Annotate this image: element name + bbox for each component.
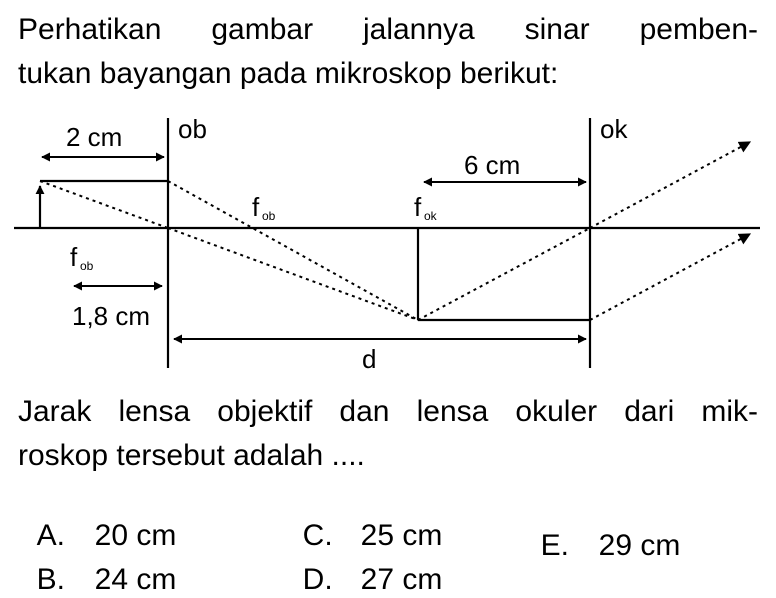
label-ok: ok [600,114,628,144]
label-2cm: 2 cm [66,122,123,152]
svg-text:f: f [414,192,422,222]
ray-ocular-out-upper [590,142,750,228]
ray-object-to-center [40,181,168,228]
option-e[interactable] [524,492,680,564]
svg-text:ob: ob [80,259,94,273]
option-d-value: 27 cm [360,563,443,596]
option-b-letter: B. [36,563,66,596]
question-line-3: Jarak lensa objektif dan lensa okuler dari mik- [18,395,758,428]
label-1-8cm: 1,8 cm [72,301,151,331]
label-f-ob-left [70,242,94,273]
option-d-letter: D. [302,563,333,596]
svg-text:ob: ob [262,209,276,223]
label-d: d [362,344,377,374]
option-b[interactable] [20,526,176,598]
dotted-rays [40,142,750,320]
option-b-value: 24 cm [94,563,177,596]
option-d[interactable] [286,526,442,598]
option-a-value: 20 cm [94,519,177,552]
option-a-letter: A. [36,519,66,552]
option-c-value: 25 cm [360,519,443,552]
ray-ocular-out-lower [590,234,750,320]
option-c-letter: C. [302,519,333,552]
ray-image-to-ocular-center [418,228,590,320]
svg-text:f: f [70,242,78,272]
ray-parallel-refracted [168,181,418,320]
svg-text:ok: ok [424,209,437,223]
question-line-4: roskop tersebut adalah .... [18,439,365,472]
label-6cm: 6 cm [464,150,521,180]
option-e-letter: E. [540,529,570,562]
label-ob: ob [178,114,207,144]
question-line-1: Perhatikan gambar jalannya sinar pemben- [18,13,758,46]
label-f-ob-right [252,192,276,223]
ray-central [168,228,418,320]
svg-text:f: f [252,192,260,222]
option-e-value: 29 cm [598,529,681,562]
label-f-ok [414,192,438,223]
question-line-2: tukan bayangan pada mikroskop berikut: [18,57,559,90]
